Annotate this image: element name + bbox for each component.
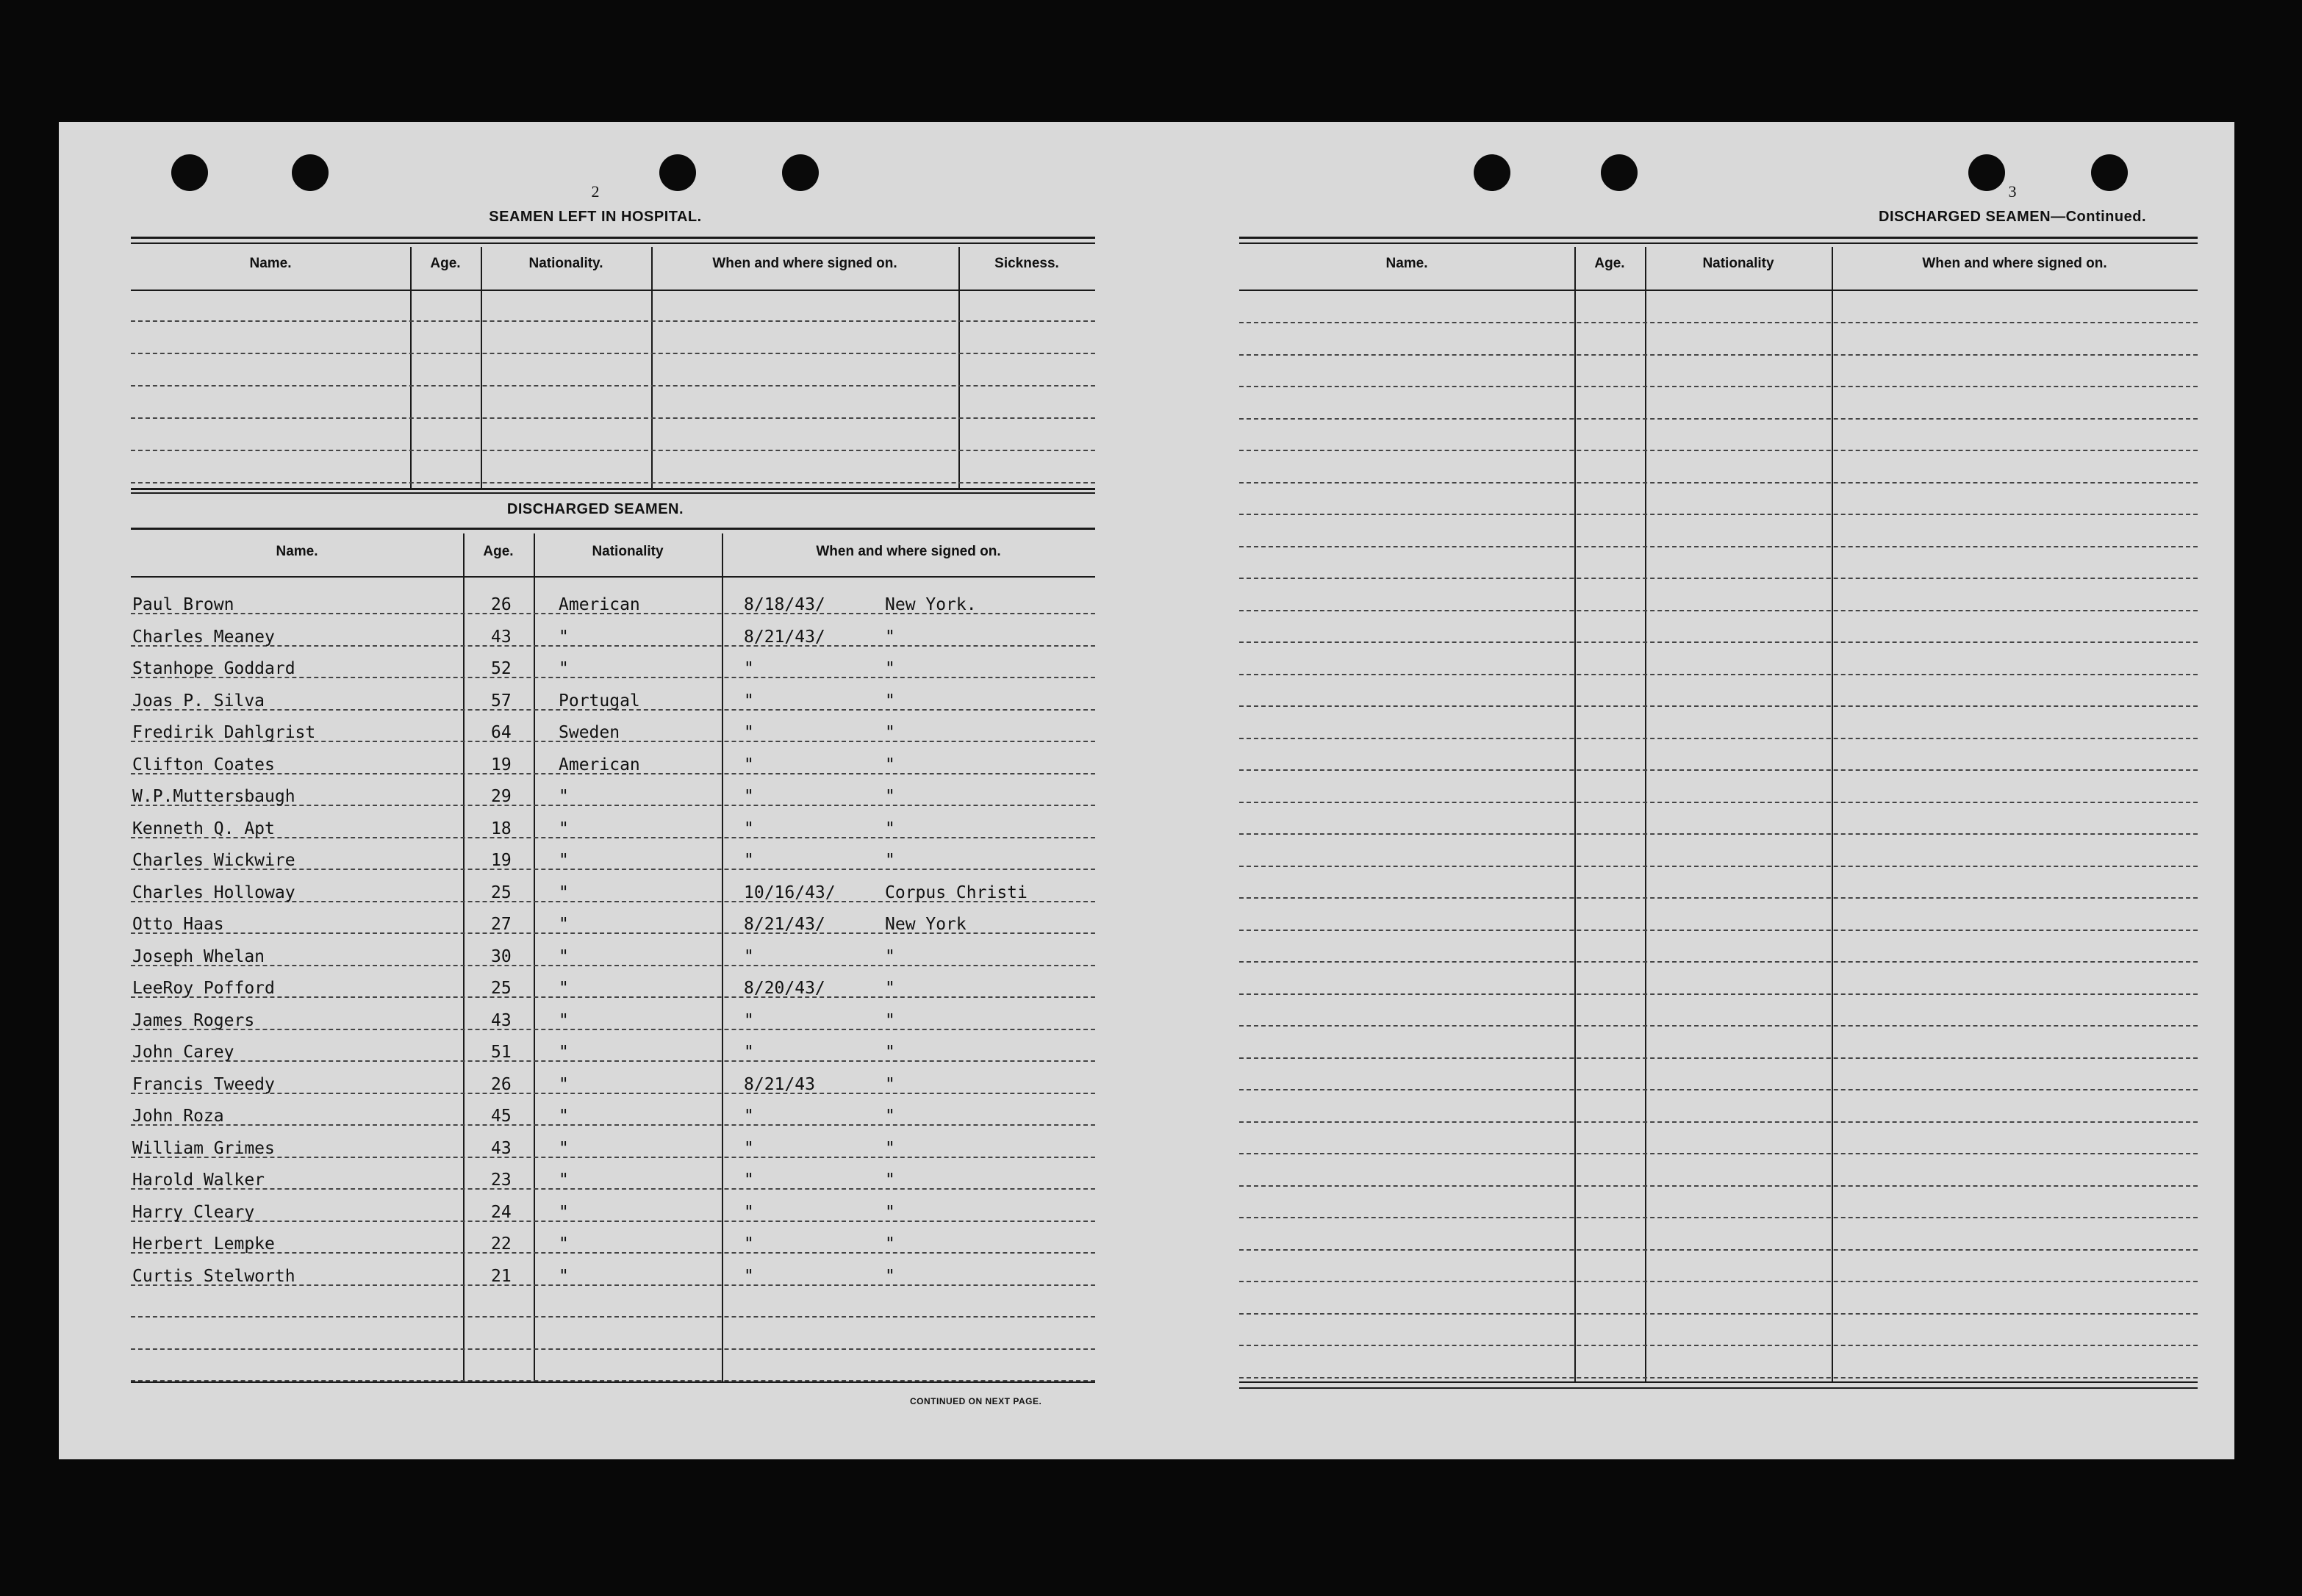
seaman-nationality: " bbox=[559, 883, 569, 902]
blank-rule bbox=[1239, 1153, 2198, 1154]
seaman-nationality: " bbox=[559, 851, 569, 870]
blank-rule bbox=[1239, 1377, 2198, 1378]
blank-rule bbox=[1239, 930, 2198, 931]
continued-col-nationality: Nationality bbox=[1702, 256, 1774, 271]
signed-on-place: " bbox=[885, 819, 895, 838]
blank-rule bbox=[1239, 738, 2198, 739]
signed-on-place: " bbox=[885, 1234, 895, 1254]
seaman-name: James Rogers bbox=[132, 1010, 255, 1030]
seaman-age: 25 bbox=[491, 979, 512, 998]
seaman-nationality: " bbox=[559, 1171, 569, 1190]
blank-rule bbox=[1239, 993, 2198, 995]
binder-hole bbox=[1474, 154, 1510, 191]
blank-rule bbox=[1239, 866, 2198, 867]
signed-on-place: " bbox=[885, 1043, 895, 1062]
signed-on-date: " bbox=[744, 851, 754, 870]
seaman-name: Kenneth Q. Apt bbox=[132, 819, 275, 838]
hospital-col-name: Name. bbox=[249, 256, 292, 271]
seaman-name: Francis Tweedy bbox=[132, 1074, 275, 1094]
seaman-name: W.P.Muttersbaugh bbox=[132, 787, 295, 806]
rule-line bbox=[131, 1157, 1095, 1158]
blank-rule bbox=[131, 353, 1095, 354]
seaman-age: 51 bbox=[491, 1043, 512, 1062]
signed-on-date: " bbox=[744, 819, 754, 838]
continued-footer: CONTINUED ON NEXT PAGE. bbox=[910, 1396, 1042, 1406]
signed-on-place: " bbox=[885, 1010, 895, 1030]
blank-rule bbox=[1239, 961, 2198, 963]
seaman-age: 26 bbox=[491, 1074, 512, 1094]
binder-hole bbox=[659, 154, 696, 191]
seaman-nationality: " bbox=[559, 946, 569, 966]
seaman-age: 43 bbox=[491, 627, 512, 647]
hospital-section-title: SEAMEN LEFT IN HOSPITAL. bbox=[489, 209, 702, 225]
blank-rule bbox=[1239, 322, 2198, 323]
blank-rule bbox=[1239, 802, 2198, 803]
seaman-name: Joas P. Silva bbox=[132, 691, 265, 711]
signed-on-place: New York bbox=[885, 915, 967, 934]
signed-on-place: " bbox=[885, 723, 895, 742]
binder-hole bbox=[1601, 154, 1638, 191]
continued-col-signed-on: When and where signed on. bbox=[1922, 256, 2107, 271]
seaman-name: Charles Wickwire bbox=[132, 851, 295, 870]
seaman-age: 19 bbox=[491, 851, 512, 870]
seaman-age: 25 bbox=[491, 883, 512, 902]
seaman-age: 57 bbox=[491, 691, 512, 711]
seaman-age: 22 bbox=[491, 1234, 512, 1254]
blank-rule bbox=[1239, 482, 2198, 484]
rule-line bbox=[131, 1188, 1095, 1190]
signed-on-date: " bbox=[744, 723, 754, 742]
signed-on-date: " bbox=[744, 691, 754, 711]
signed-on-place: " bbox=[885, 946, 895, 966]
seaman-name: LeeRoy Pofford bbox=[132, 979, 275, 998]
seaman-name: Harold Walker bbox=[132, 1171, 265, 1190]
seaman-nationality: " bbox=[559, 819, 569, 838]
seaman-age: 19 bbox=[491, 755, 512, 774]
seaman-nationality: " bbox=[559, 915, 569, 934]
seaman-nationality: American bbox=[559, 755, 640, 774]
seaman-name: Harry Cleary bbox=[132, 1202, 255, 1222]
seaman-name: Paul Brown bbox=[132, 595, 234, 614]
hospital-col-sickness: Sickness. bbox=[994, 256, 1059, 271]
seaman-name: Joseph Whelan bbox=[132, 946, 265, 966]
blank-rule bbox=[1239, 1185, 2198, 1187]
signed-on-date: " bbox=[744, 1043, 754, 1062]
blank-rule bbox=[1239, 514, 2198, 515]
seaman-name: Herbert Lempke bbox=[132, 1234, 275, 1254]
binder-hole bbox=[2091, 154, 2128, 191]
seaman-name: Charles Holloway bbox=[132, 883, 295, 902]
seaman-name: John Roza bbox=[132, 1107, 224, 1126]
signed-on-place: " bbox=[885, 627, 895, 647]
signed-on-date: 8/21/43 bbox=[744, 1074, 815, 1094]
signed-on-date: 8/20/43/ bbox=[744, 979, 825, 998]
seaman-nationality: Portugal bbox=[559, 691, 640, 711]
signed-on-place: " bbox=[885, 659, 895, 678]
seaman-age: 27 bbox=[491, 915, 512, 934]
blank-rule bbox=[131, 385, 1095, 387]
seaman-nationality: " bbox=[559, 1266, 569, 1286]
blank-rule bbox=[131, 450, 1095, 451]
rule-line bbox=[131, 837, 1095, 838]
signed-on-date: " bbox=[744, 659, 754, 678]
hospital-col-signed-on: When and where signed on. bbox=[712, 256, 897, 271]
seaman-name: John Carey bbox=[132, 1043, 234, 1062]
seaman-age: 24 bbox=[491, 1202, 512, 1222]
signed-on-date: " bbox=[744, 1266, 754, 1286]
rule-line bbox=[131, 1252, 1095, 1254]
blank-rule bbox=[1239, 833, 2198, 835]
discharged-col-name: Name. bbox=[276, 544, 318, 559]
blank-rule bbox=[1239, 1121, 2198, 1123]
signed-on-place: " bbox=[885, 1074, 895, 1094]
signed-on-date: " bbox=[744, 1202, 754, 1222]
blank-rule bbox=[1239, 674, 2198, 675]
blank-rule bbox=[1239, 354, 2198, 356]
continued-section-title: DISCHARGED SEAMEN—Continued. bbox=[1879, 209, 2146, 225]
seaman-age: 64 bbox=[491, 723, 512, 742]
signed-on-place: " bbox=[885, 1202, 895, 1222]
blank-rule bbox=[1239, 769, 2198, 771]
seaman-age: 29 bbox=[491, 787, 512, 806]
page-number: 3 bbox=[2008, 182, 2017, 201]
blank-rule bbox=[1239, 546, 2198, 547]
rule-line bbox=[131, 965, 1095, 966]
signed-on-date: 8/21/43/ bbox=[744, 627, 825, 647]
right-page bbox=[1175, 122, 2234, 1459]
hospital-col-nationality: Nationality. bbox=[528, 256, 603, 271]
seaman-name: Stanhope Goddard bbox=[132, 659, 295, 678]
signed-on-date: " bbox=[744, 946, 754, 966]
seaman-age: 43 bbox=[491, 1010, 512, 1030]
blank-rule bbox=[1239, 450, 2198, 451]
seaman-age: 23 bbox=[491, 1171, 512, 1190]
signed-on-place: " bbox=[885, 787, 895, 806]
seaman-name: Fredirik Dahlgrist bbox=[132, 723, 316, 742]
rule-line bbox=[131, 1221, 1095, 1222]
blank-rule bbox=[1239, 641, 2198, 643]
blank-rule bbox=[1239, 386, 2198, 387]
hospital-col-age: Age. bbox=[430, 256, 461, 271]
seaman-age: 21 bbox=[491, 1266, 512, 1286]
seaman-nationality: " bbox=[559, 1010, 569, 1030]
seaman-age: 18 bbox=[491, 819, 512, 838]
blank-rule bbox=[131, 482, 1095, 484]
signed-on-date: 8/18/43/ bbox=[744, 595, 825, 614]
binder-hole bbox=[171, 154, 208, 191]
signed-on-date: " bbox=[744, 1107, 754, 1126]
left-page bbox=[59, 122, 1175, 1459]
seaman-nationality: " bbox=[559, 659, 569, 678]
seaman-nationality: " bbox=[559, 979, 569, 998]
seaman-age: 45 bbox=[491, 1107, 512, 1126]
rule-line bbox=[131, 1029, 1095, 1030]
discharged-col-age: Age. bbox=[483, 544, 514, 559]
signed-on-date: " bbox=[744, 1010, 754, 1030]
blank-rule bbox=[1239, 1345, 2198, 1346]
continued-col-name: Name. bbox=[1385, 256, 1428, 271]
seaman-nationality: " bbox=[559, 787, 569, 806]
seaman-name: Clifton Coates bbox=[132, 755, 275, 774]
seaman-nationality: " bbox=[559, 1138, 569, 1158]
seaman-age: 43 bbox=[491, 1138, 512, 1158]
seaman-nationality: " bbox=[559, 1202, 569, 1222]
seaman-age: 52 bbox=[491, 659, 512, 678]
signed-on-place: " bbox=[885, 851, 895, 870]
seaman-name: Curtis Stelworth bbox=[132, 1266, 295, 1286]
seaman-name: Charles Meaney bbox=[132, 627, 275, 647]
blank-rule bbox=[1239, 1089, 2198, 1090]
blank-rule bbox=[1239, 1281, 2198, 1282]
seaman-nationality: American bbox=[559, 595, 640, 614]
seaman-name: Otto Haas bbox=[132, 915, 224, 934]
rule-line bbox=[131, 1093, 1095, 1094]
seaman-name: William Grimes bbox=[132, 1138, 275, 1158]
rule-line bbox=[131, 645, 1095, 647]
rule-line bbox=[131, 1124, 1095, 1126]
discharged-col-signed-on: When and where signed on. bbox=[816, 544, 1001, 559]
seaman-nationality: " bbox=[559, 1234, 569, 1254]
seaman-nationality: " bbox=[559, 627, 569, 647]
rule-line bbox=[131, 1316, 1095, 1318]
blank-rule bbox=[1239, 1249, 2198, 1251]
signed-on-place: New York. bbox=[885, 595, 977, 614]
seaman-nationality: " bbox=[559, 1074, 569, 1094]
blank-rule bbox=[1239, 418, 2198, 420]
signed-on-place: " bbox=[885, 1171, 895, 1190]
signed-on-place: " bbox=[885, 979, 895, 998]
signed-on-date: " bbox=[744, 787, 754, 806]
blank-rule bbox=[1239, 1313, 2198, 1315]
seaman-nationality: Sweden bbox=[559, 723, 620, 742]
blank-rule bbox=[1239, 1057, 2198, 1059]
rule-line bbox=[131, 1348, 1095, 1350]
signed-on-place: " bbox=[885, 1266, 895, 1286]
binder-hole bbox=[292, 154, 329, 191]
rule-line bbox=[131, 996, 1095, 998]
continued-col-age: Age. bbox=[1594, 256, 1625, 271]
blank-rule bbox=[1239, 1217, 2198, 1218]
page-number: 2 bbox=[591, 182, 600, 201]
seaman-age: 26 bbox=[491, 595, 512, 614]
discharged-col-nationality: Nationality bbox=[592, 544, 664, 559]
signed-on-date: 10/16/43/ bbox=[744, 883, 836, 902]
signed-on-date: " bbox=[744, 755, 754, 774]
rule-line bbox=[131, 1060, 1095, 1062]
signed-on-date: " bbox=[744, 1171, 754, 1190]
seaman-nationality: " bbox=[559, 1107, 569, 1126]
blank-rule bbox=[1239, 578, 2198, 579]
blank-rule bbox=[1239, 705, 2198, 707]
blank-rule bbox=[131, 320, 1095, 322]
blank-rule bbox=[1239, 897, 2198, 899]
signed-on-date: 8/21/43/ bbox=[744, 915, 825, 934]
blank-rule bbox=[1239, 1025, 2198, 1027]
signed-on-place: " bbox=[885, 755, 895, 774]
discharged-section-title: DISCHARGED SEAMEN. bbox=[506, 501, 684, 517]
signed-on-place: " bbox=[885, 691, 895, 711]
signed-on-place: " bbox=[885, 1107, 895, 1126]
signed-on-place: Corpus Christi bbox=[885, 883, 1028, 902]
signed-on-date: " bbox=[744, 1138, 754, 1158]
signed-on-date: " bbox=[744, 1234, 754, 1254]
seaman-age: 30 bbox=[491, 946, 512, 966]
signed-on-place: " bbox=[885, 1138, 895, 1158]
seaman-nationality: " bbox=[559, 1043, 569, 1062]
binder-hole bbox=[782, 154, 819, 191]
blank-rule bbox=[131, 417, 1095, 419]
blank-rule bbox=[1239, 610, 2198, 611]
